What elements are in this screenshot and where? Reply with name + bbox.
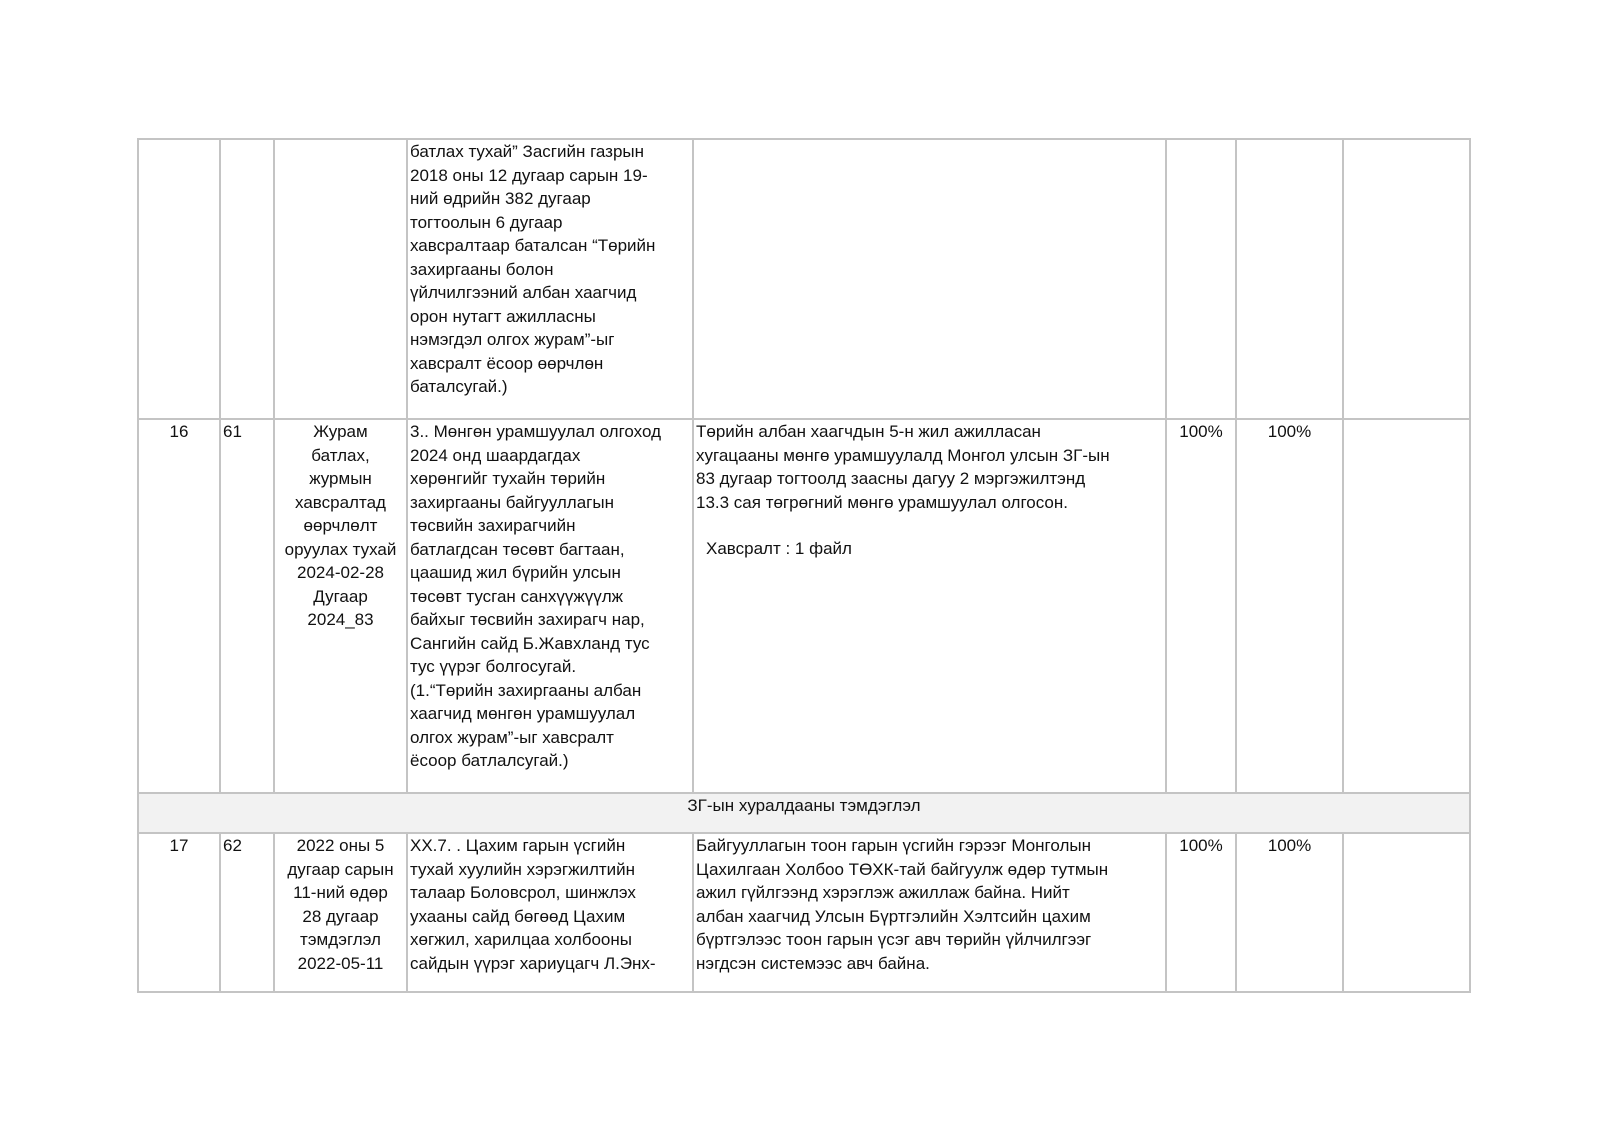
row-number-cell: 16 bbox=[138, 419, 220, 793]
result-cell bbox=[693, 139, 1166, 419]
document-cell: Журам батлах, журмын хавсралтад өөрчлөлт оруулах тухай 2024-02-28 Дугаар 2024_83 bbox=[274, 419, 407, 793]
percent-cell: 100% bbox=[1166, 833, 1236, 992]
report-table bbox=[137, 138, 1471, 993]
task-text-cell: 3.. Мөнгөн урамшуулал олгоход 2024 онд шаардагдах хөрөнгийг тухайн төрийн захиргааны байгууллагын төсвийн захирагчийн батлагдсан төсөвт багтаан, цаашид жил бүрийн улсын төсөвт тусган санхүүжүүлж байхыг төсвийн захирагч нар, Сангийн сайд Б.Жавхланд тус тус үүрэг болгосугай. (1.“Төрийн захиргааны албан хаагчид мөнгөн урамшуулал олгох журам”-ыг хавсралт ёсоор батлалсугай.) bbox=[407, 419, 693, 793]
index-cell bbox=[220, 139, 274, 419]
table-row bbox=[138, 419, 1470, 793]
index-cell: 62 bbox=[220, 833, 274, 992]
percent-cell: 100% bbox=[1236, 833, 1343, 992]
section-title: ЗГ-ын хуралдааны тэмдэглэл bbox=[138, 793, 1470, 833]
percent-cell: 100% bbox=[1236, 419, 1343, 793]
result-text: Төрийн албан хаагчдын 5-н жил ажилласан хугацааны мөнгө урамшуулалд Монгол улсын ЗГ-ын 83 дугаар тогтоолд заасны дагуу 2 мэргэжилтэнд 13.3 сая төгрөгний мөнгө урамшуулал олгосон. bbox=[696, 422, 1110, 512]
percent-cell: 100% bbox=[1166, 419, 1236, 793]
table-row bbox=[138, 139, 1470, 419]
percent-cell bbox=[1236, 139, 1343, 419]
index-cell: 61 bbox=[220, 419, 274, 793]
document-cell bbox=[274, 139, 407, 419]
extra-cell bbox=[1343, 419, 1470, 793]
document-cell: 2022 оны 5 дугаар сарын 11-ний өдөр 28 дугаар тэмдэглэл 2022-05-11 bbox=[274, 833, 407, 992]
result-cell bbox=[693, 419, 1166, 793]
result-cell: Байгууллагын тоон гарын үсгийн гэрээг Монголын Цахилгаан Холбоо ТӨХК-тай байгуулж өдөр тутмын ажил гүйлгээнд хэрэглэж ажиллаж байна. Нийт албан хаагчид Улсын Бүртгэлийн Хэлтсийн цахим бүртгэлээс тоон гарын үсэг авч төрийн үйлчилгээг нэгдсэн системээс авч байна. bbox=[693, 833, 1166, 992]
table-row bbox=[138, 833, 1470, 992]
task-text-cell: батлах тухай” Засгийн газрын 2018 оны 12 дугаар сарын 19- ний өдрийн 382 дугаар тогтоолын 6 дугаар хавсралтаар баталсан “Төрийн захиргааны болон үйлчилгээний албан хаагчид орон нутагт ажилласны нэмэгдэл олгох журам”-ыг хавсралт ёсоор өөрчлөн баталсугай.) bbox=[407, 139, 693, 419]
percent-cell bbox=[1166, 139, 1236, 419]
task-text-cell: XX.7. . Цахим гарын үсгийн тухай хуулийн хэрэгжилтийн талаар Боловсрол, шинжлэх ухааны сайд бөгөөд Цахим хөгжил, харилцаа холбооны сайдын үүрэг хариуцагч Л.Энх- bbox=[407, 833, 693, 992]
extra-cell bbox=[1343, 139, 1470, 419]
attachment-label: Хавсралт : 1 файл bbox=[706, 539, 852, 558]
extra-cell bbox=[1343, 833, 1470, 992]
row-number-cell: 17 bbox=[138, 833, 220, 992]
section-row bbox=[138, 793, 1470, 833]
row-number-cell bbox=[138, 139, 220, 419]
